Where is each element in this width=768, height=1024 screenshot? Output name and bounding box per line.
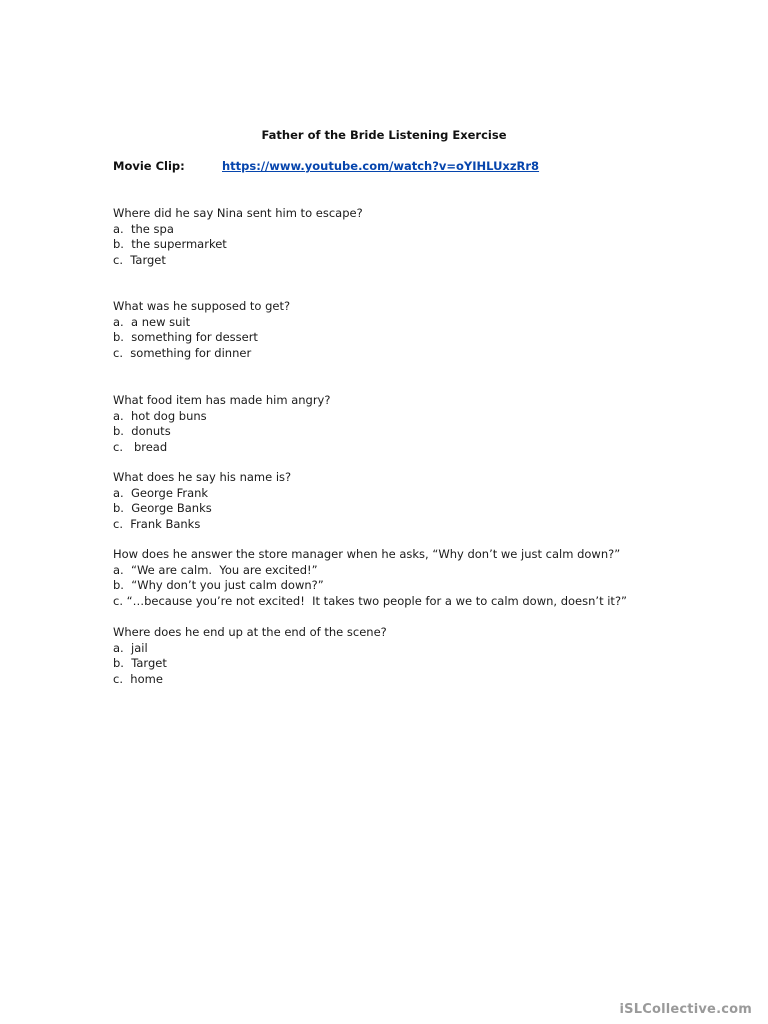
answer-option: b. donuts <box>113 424 171 438</box>
question-block-1 <box>113 206 713 268</box>
answer-option: c. Target <box>113 252 166 267</box>
answer-option: a. jail <box>113 640 148 655</box>
question-text: What does he say his name is? <box>113 470 292 484</box>
page-title: Father of the Bride Listening Exercise <box>261 128 507 142</box>
movie-clip-label: Movie Clip: <box>113 159 185 173</box>
question-block-6 <box>113 625 713 687</box>
question-text: Where does he end up at the end of the scene? <box>113 625 387 639</box>
question-block-2 <box>113 299 713 361</box>
question-block-5 <box>113 547 713 609</box>
answer-option: a. George Frank <box>113 485 209 500</box>
answer-option: b. George Banks <box>113 501 212 515</box>
answer-option: a. hot dog buns <box>113 408 207 423</box>
question-block-4 <box>113 470 713 532</box>
movie-clip-link[interactable]: https://www.youtube.com/watch?v=oYIHLUxzRr8 <box>222 159 540 173</box>
answer-option: c. Frank Banks <box>113 516 201 531</box>
answer-option: b. “Why don’t you just calm down?” <box>113 578 324 592</box>
answer-option: b. the supermarket <box>113 237 227 251</box>
answer-option: b. something for dessert <box>113 330 258 344</box>
question-text: Where did he say Nina sent him to escape? <box>113 206 363 220</box>
question-block-3 <box>113 393 713 455</box>
answer-option: a. “We are calm. You are excited!” <box>113 562 318 577</box>
answer-option: c. “…because you’re not excited! It takes two people for a we to calm down, doesn’t it?” <box>113 593 628 608</box>
answer-option: a. a new suit <box>113 314 191 329</box>
answer-option: a. the spa <box>113 221 174 236</box>
answer-option: c. bread <box>113 439 168 454</box>
question-text: What was he supposed to get? <box>113 299 291 313</box>
answer-option: b. Target <box>113 656 167 670</box>
question-text: How does he answer the store manager when he asks, “Why don’t we just calm down?” <box>113 547 621 561</box>
watermark-logo: iSLCollective.com <box>619 1002 752 1017</box>
answer-option: c. home <box>113 671 163 686</box>
question-text: What food item has made him angry? <box>113 393 331 407</box>
answer-option: c. something for dinner <box>113 345 252 360</box>
